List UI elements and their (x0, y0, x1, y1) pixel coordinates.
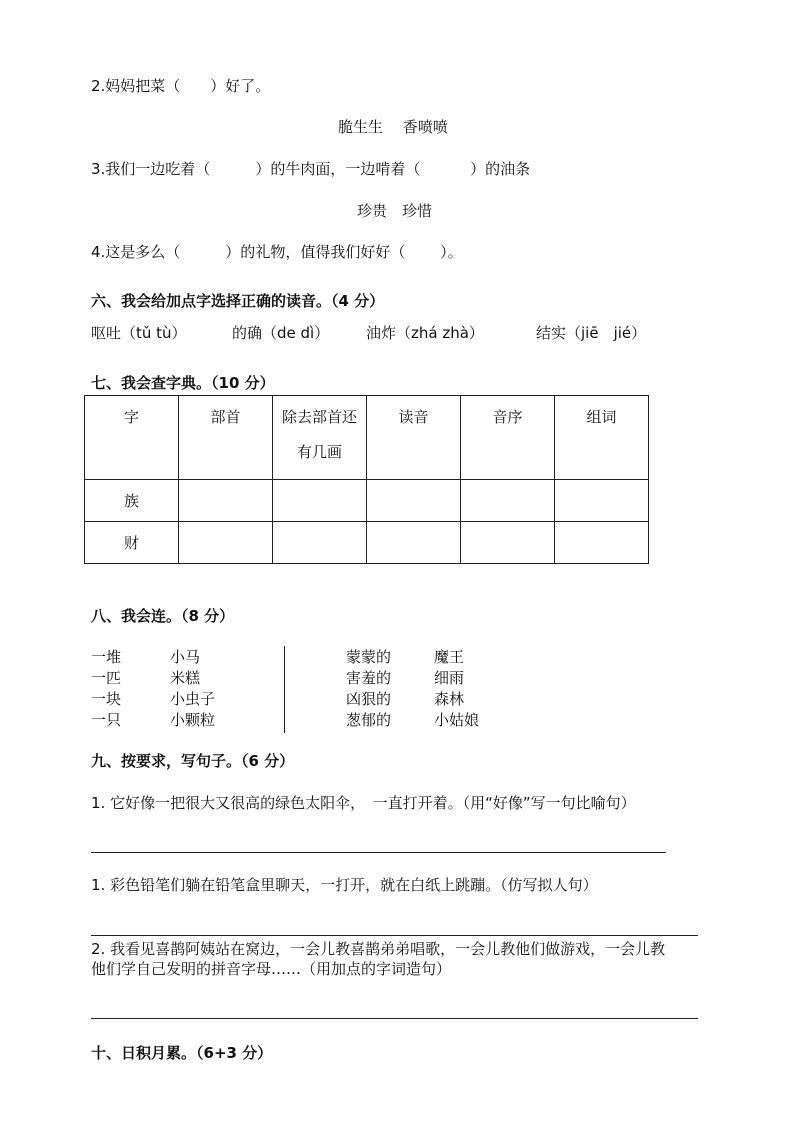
match-item[interactable]: 小马 (170, 648, 201, 666)
answer-cell[interactable] (461, 522, 555, 564)
answer-line[interactable] (91, 1018, 698, 1019)
match-item[interactable]: 一只 (91, 711, 122, 729)
q4-line: 4.这是多么（ ）的礼物，值得我们好好（ ）。 (91, 243, 463, 261)
divider (284, 646, 285, 733)
answer-cell[interactable] (555, 480, 649, 522)
match-item[interactable]: 一块 (91, 690, 122, 708)
header-cell: 除去部首还 有几画 (273, 396, 367, 480)
answer-cell[interactable] (461, 480, 555, 522)
q3-word-choices: 珍贵 珍惜 (357, 202, 433, 220)
s9-question-1: 1. 它好像一把很大又很高的绿色太阳伞， 一直打开着。（用“好像”写一句比喻句） (91, 794, 636, 812)
section-10-heading: 十、日积月累。（6+3 分） (91, 1044, 273, 1062)
match-item[interactable]: 魔王 (434, 648, 465, 666)
q2-word-choices: 脆生生 香喷喷 (338, 118, 448, 136)
pinyin-item: 呕吐（tǔ tù） (91, 324, 187, 342)
table-row (85, 522, 649, 564)
answer-cell[interactable] (273, 480, 367, 522)
header-cell: 组词 (555, 396, 649, 480)
section-9-heading: 九、按要求，写句子。（6 分） (91, 752, 295, 770)
match-item[interactable]: 凶狠的 (346, 690, 392, 708)
pinyin-item: 结实（jiē jié） (536, 324, 647, 342)
table-row (85, 480, 649, 522)
match-item[interactable]: 小姑娘 (434, 711, 480, 729)
answer-cell[interactable] (555, 522, 649, 564)
pinyin-item: 的确（de dì） (232, 324, 330, 342)
q2-line: 2.妈妈把菜（ ）好了。 (91, 77, 271, 95)
answer-line[interactable] (91, 852, 666, 853)
match-item[interactable]: 一堆 (91, 648, 122, 666)
match-item[interactable]: 森林 (434, 690, 465, 708)
match-item[interactable]: 细雨 (434, 669, 465, 687)
match-item[interactable]: 蒙蒙的 (346, 648, 392, 666)
answer-cell[interactable] (179, 522, 273, 564)
section-6-heading: 六、我会给加点字选择正确的读音。（4 分） (91, 292, 385, 310)
s9-question-2-line2: 他们学自己发明的拼音字母……（用加点的字词造句） (91, 960, 452, 978)
match-item[interactable]: 一匹 (91, 669, 122, 687)
header-cell: 音序 (461, 396, 555, 480)
match-item[interactable]: 小虫子 (170, 690, 216, 708)
answer-cell[interactable] (367, 480, 461, 522)
table-header-row (85, 396, 649, 480)
pinyin-item: 油炸（zhá zhà） (366, 324, 484, 342)
row-character: 财 (85, 522, 179, 564)
answer-line[interactable] (91, 935, 698, 936)
section-7-heading: 七、我会查字典。（10 分） (91, 374, 275, 392)
section-8-heading: 八、我会连。（8 分） (91, 607, 235, 625)
q3-line: 3.我们一边吃着（ ）的牛肉面，一边啃着（ ）的油条 (91, 160, 531, 178)
answer-cell[interactable] (179, 480, 273, 522)
header-cell: 字 (85, 396, 179, 480)
s9-question-1b: 1. 彩色铅笔们躺在铅笔盒里聊天，一打开，就在白纸上跳蹦。（仿写拟人句） (91, 876, 598, 894)
header-cell: 部首 (179, 396, 273, 480)
header-cell: 读音 (367, 396, 461, 480)
match-item[interactable]: 葱郁的 (346, 711, 392, 729)
dictionary-table (84, 395, 649, 564)
s9-question-2-line1: 2. 我看见喜鹊阿姨站在窝边，一会儿教喜鹊弟弟唱歌，一会儿教他们做游戏，一会儿教 (91, 940, 666, 958)
match-item[interactable]: 小颗粒 (170, 711, 216, 729)
answer-cell[interactable] (367, 522, 461, 564)
row-character: 族 (85, 480, 179, 522)
match-item[interactable]: 害羞的 (346, 669, 392, 687)
match-item[interactable]: 米糕 (170, 669, 201, 687)
answer-cell[interactable] (273, 522, 367, 564)
